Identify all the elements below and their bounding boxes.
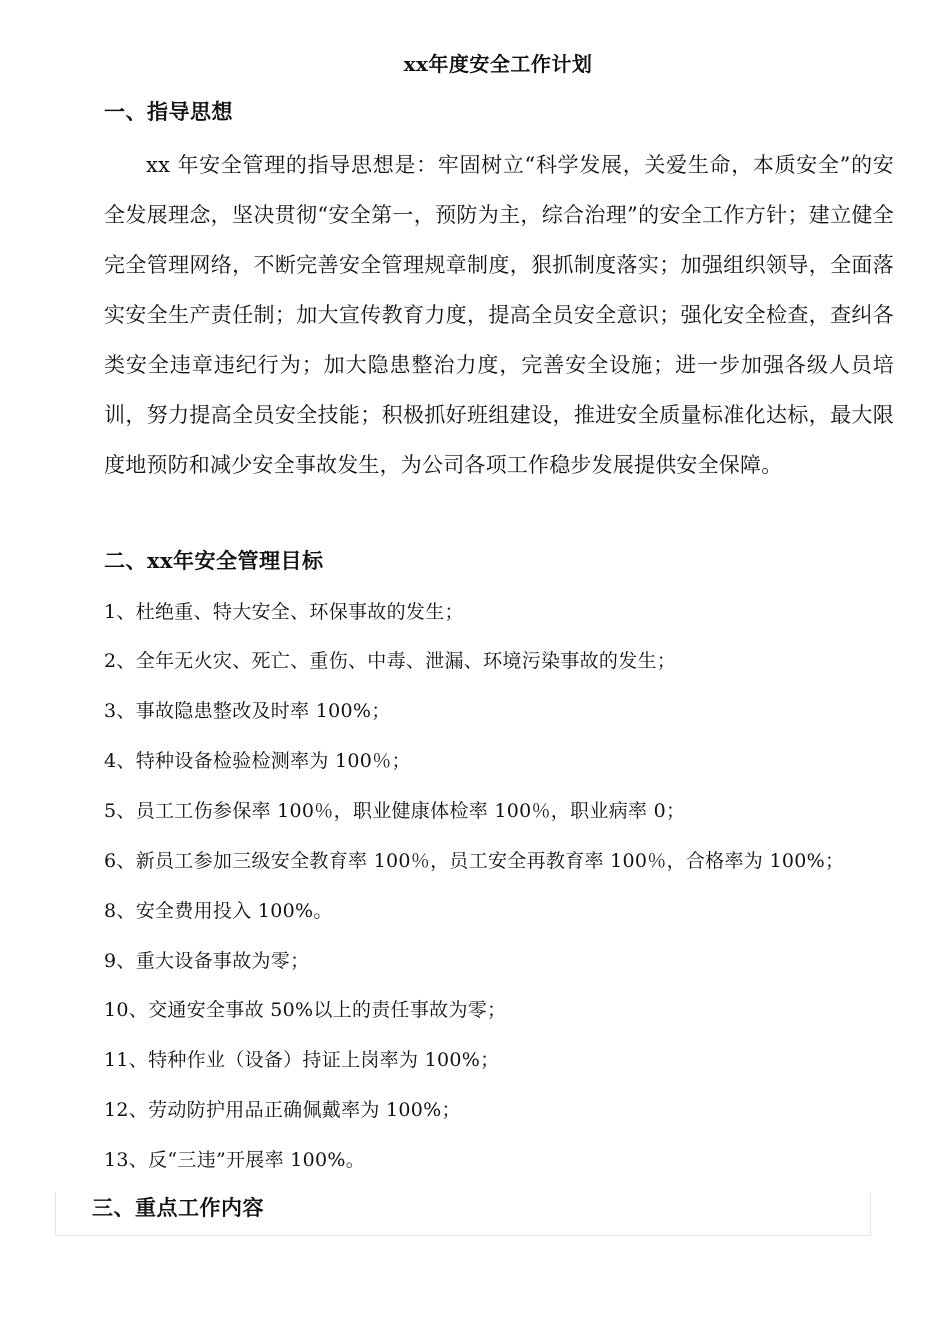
goal-item: 1、杜绝重、特大安全、环保事故的发生；: [104, 601, 464, 623]
section-heading-guiding-ideology: 一、指导思想: [104, 99, 233, 124]
goal-item: 5、员工工伤参保率 100％，职业健康体检率 100％，职业病率 0；: [104, 800, 686, 822]
section-heading-management-goals: 二、xx年安全管理目标: [104, 548, 324, 573]
section-paragraph-guiding-ideology: xx 年安全管理的指导思想是：牢固树立“科学发展，关爱生命，本质安全”的安全发展理念，坚决贯彻“安全第一，预防为主，综合治理”的安全工作方针；建立健全完全管理网络，不断完善安全管理规章制度，狠抓制度落实；加强组织领导，全面落实安全生产责任制；加大宣传教育力度，提高全员安全意识；强化安全检查，查纠各类安全违章违纪行为；加大隐患整治力度，完善安全设施；进一步加强各级人员培训，努力提高全员安全技能；积极抓好班组建设，推进安全质量标准化达标，最大限度地预防和减少安全事故发生，为公司各项工作稳步发展提供安全保障。: [104, 153, 894, 477]
document-title: xx年度安全工作计划: [403, 52, 593, 76]
goal-item: 13、反“三违”开展率 100%。: [104, 1149, 366, 1171]
goal-item: 2、全年无火灾、死亡、重伤、中毒、泄漏、环境污染事故的发生；: [104, 650, 677, 672]
goal-item: 8、安全费用投入 100%。: [104, 900, 333, 922]
goal-item: 12、劳动防护用品正确佩戴率为 100%；: [104, 1099, 461, 1121]
goal-item: 4、特种设备检验检测率为 100％；: [104, 750, 411, 772]
section-heading-key-work: 三、重点工作内容: [92, 1195, 264, 1220]
goal-item: 10、交通安全事故 50%以上的责任事故为零；: [104, 999, 507, 1021]
goal-item: 11、特种作业（设备）持证上岗率为 100%；: [104, 1049, 500, 1071]
goal-item: 6、新员工参加三级安全教育率 100％，员工安全再教育率 100％，合格率为 100%；: [104, 850, 845, 872]
goal-item: 3、事故隐患整改及时率 100%；: [104, 700, 391, 722]
goal-item: 9、重大设备事故为零；: [104, 950, 310, 972]
